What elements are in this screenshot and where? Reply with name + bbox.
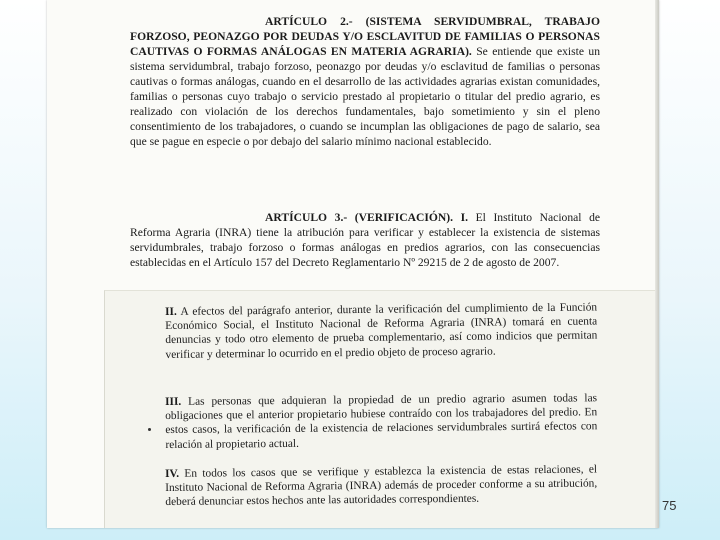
section-2-number: II. [165, 305, 177, 318]
section-1-body: El Instituto Nacional de Reforma Agraria (INRA) tiene la atribución para verificar y establecer la existencia de sistemas servidumbrales, trabajo forzoso o formas análogas en predios agrarios, con las consecuencias establecidas en el Artículo 157 del Decreto Reglamentario Nº 29215 de 2 de agosto de 2007. [130, 211, 601, 269]
pasted-clipping [104, 290, 659, 528]
section-4 [165, 462, 597, 509]
page-edge-shadow [655, 0, 659, 528]
scanned-document-page [47, 0, 659, 528]
section-2 [165, 300, 598, 361]
section-2-body: A efectos del parágrafo anterior, durante la verificación del cumplimiento de la Función Económico Social, el Instituto Nacional de Reforma Agraria (INRA) tomará en cuenta denuncias y todo otro elemento de prueba complementario, así como indicios que permitan verificar y determinar lo ocurrido en el predio objeto de proceso agrario. [165, 301, 598, 361]
section-3 [165, 391, 597, 452]
article-3-heading: ARTÍCULO 3.- (VERIFICACIÓN). [265, 211, 453, 224]
slide-page-number: 75 [662, 498, 677, 513]
section-4-number: IV. [165, 467, 180, 480]
article-2 [130, 14, 600, 149]
section-3-number: III. [165, 395, 182, 408]
section-4-body: En todos los casos que se verifique y establezca la existencia de estas relaciones, el Instituto Nacional de Reforma Agraria (INRA) además de proceder conforme a su atribución, deberá denunciar estos hechos ante las autoridades correspondientes. [165, 463, 598, 509]
scan-speck [148, 428, 151, 431]
article-3 [130, 210, 600, 270]
article-2-heading: ARTÍCULO 2.- (SISTEMA SERVIDUMBRAL, TRABAJO FORZOSO, PEONAZGO POR DEUDAS Y/O ESCLAVITUD DE FAMILIAS O PERSONAS CAUTIVAS O FORMAS ANÁLOGAS EN MATERIA AGRARIA). [130, 15, 600, 58]
section-3-body: Las personas que adquieran la propiedad de un predio agrario asumen todas las obligaciones que el anterior propietario hubiese contraído con los trabajadores del predio. En estos casos, la verificación de la existencia de relaciones servidumbrales surtirá efectos con relación al propietario actual. [165, 392, 598, 451]
article-2-body: Se entiende que existe un sistema servidumbral, trabajo forzoso, peonazgo por deudas y/o esclavitud de familias o personas cautivas o formas análogas, cuando en el desarrollo de las actividades agrarias existan comunidades, familias o personas cuyo trabajo o servicio prestado al propietario o titular del predio agrario, es realizado con violación de los derechos fundamentales, bajo sometimiento y sin el pleno consentimiento de los trabajadores, o cuando se incumplan las obligaciones de pago de salario, sea que se pague en especie o por debajo del salario mínimo nacional establecido. [130, 45, 600, 148]
section-1-number: I. [460, 211, 468, 224]
